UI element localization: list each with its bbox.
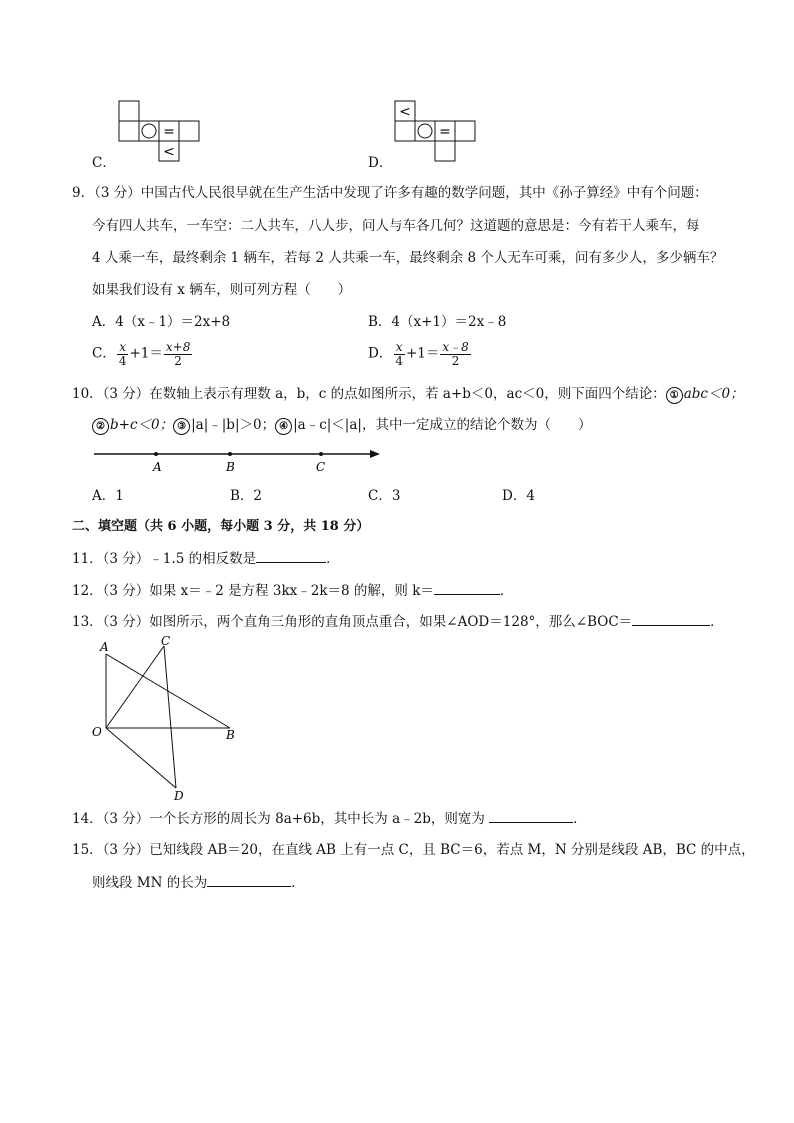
option-d-cube-net [390, 98, 490, 168]
option-label: D． [368, 345, 393, 362]
q13: 13．（3 分）如图所示，两个直角三角形的直角顶点重合，如果∠AOD＝128°，那么∠BOC＝ ． [72, 614, 724, 630]
answer-blank [434, 582, 500, 595]
fraction: $\frac{x﹣8}{2}$ [442, 340, 469, 368]
answer-blank [256, 550, 326, 563]
q9-line3: 4 人乘一车，最终剩余 1 辆车，若每 2 人共乘一车，最终剩余 8 个人无车可乘，问有多少人，多少辆车？ [92, 250, 724, 266]
point-a-label: A [153, 460, 162, 474]
equation-mid: +1＝ [129, 345, 163, 362]
number-line [90, 445, 390, 475]
q14: 14．（3 分）一个长方形的周长为 8a+6b，其中长为 a﹣2b，则宽为 ． [72, 811, 587, 827]
fraction: $\frac{x}{4}$ [395, 340, 403, 368]
answer-blank [489, 810, 573, 823]
point-b-label: B [226, 460, 235, 474]
equation-mid: +1＝ [405, 345, 440, 362]
point-c [319, 452, 323, 456]
q10-option-b: B．2 [230, 488, 263, 504]
answer-blank [207, 874, 291, 887]
option-c-label: C． [92, 155, 116, 171]
q10-option-d: D．4 [502, 488, 535, 504]
label-a: A [100, 640, 109, 654]
q12: 12．（3 分）如果 x＝﹣2 是方程 3kx﹣2k＝8 的解，则 k＝ ． [72, 583, 514, 599]
q10-line1: 10．（3 分）在数轴上表示有理数 a，b，c 的点如图所示，若 a+b＜0，ac＜0，则下面四个结论： ① abc＜0； [72, 386, 744, 402]
q9-option-d [368, 341, 472, 367]
q10-line2: ② b+c＜0； ③ |a|﹣|b|＞0； ④ |a﹣c|＜|a|，其中一定成立的结论个数为（ ） [92, 417, 591, 435]
circled-1: ① [666, 387, 683, 404]
q15-line2: 则线段 MN 的长为 ． [92, 875, 305, 891]
q9-option-c [92, 341, 193, 367]
option-d-label: D． [368, 155, 393, 171]
q11: 11．（3 分）﹣1.5 的相反数是 ． [72, 551, 340, 567]
fraction: $\frac{x+8}{2}$ [165, 340, 191, 368]
q9-option-b: B．4（x+1）＝2x﹣8 [368, 314, 507, 330]
net-symbol-less: < [163, 144, 175, 160]
q9-line2: 今有四人共车，一车空：二人共车，八人步，问人与车各几何？这道题的意思是：今有若干人乘车，每 [92, 218, 700, 234]
q10-option-c: C．3 [368, 488, 401, 504]
q13-figure [88, 632, 248, 804]
answer-blank [632, 613, 710, 626]
point-a [154, 452, 158, 456]
point-c-label: C [316, 460, 326, 474]
label-d: D [174, 789, 184, 803]
section-title: 二、填空题（共 6 小题，每小题 3 分，共 18 分） [72, 519, 370, 534]
point-b [228, 452, 232, 456]
q15-line1: 15．（3 分）已知线段 AB＝20，在直线 AB 上有一点 C，且 BC＝6，若点 M，N 分别是线段 AB，BC 的中点， [72, 842, 755, 858]
q9-option-a: A．4（x﹣1）＝2x+8 [92, 314, 231, 330]
net-symbol-equal: = [163, 124, 175, 140]
circled-4: ④ [275, 418, 292, 435]
label-o: O [92, 725, 102, 739]
label-b: B [226, 728, 235, 742]
q9-line1: 9．（3 分）中国古代人民很早就在生产生活中发现了许多有趣的数学问题，其中《孙子算经》中有个问题： [72, 185, 708, 201]
net-symbol-equal: = [439, 124, 451, 140]
q9-line4: 如果我们设有 x 辆车，则可列方程（ ） [92, 282, 352, 298]
q10-option-a: A．1 [92, 488, 124, 504]
circled-3: ③ [173, 418, 190, 435]
option-label: C． [92, 345, 116, 362]
fraction: $\frac{x}{4}$ [118, 340, 127, 368]
label-c: C [161, 634, 171, 648]
circled-2: ② [92, 418, 109, 435]
option-c-cube-net [110, 98, 210, 168]
net-symbol-less: < [399, 104, 411, 120]
